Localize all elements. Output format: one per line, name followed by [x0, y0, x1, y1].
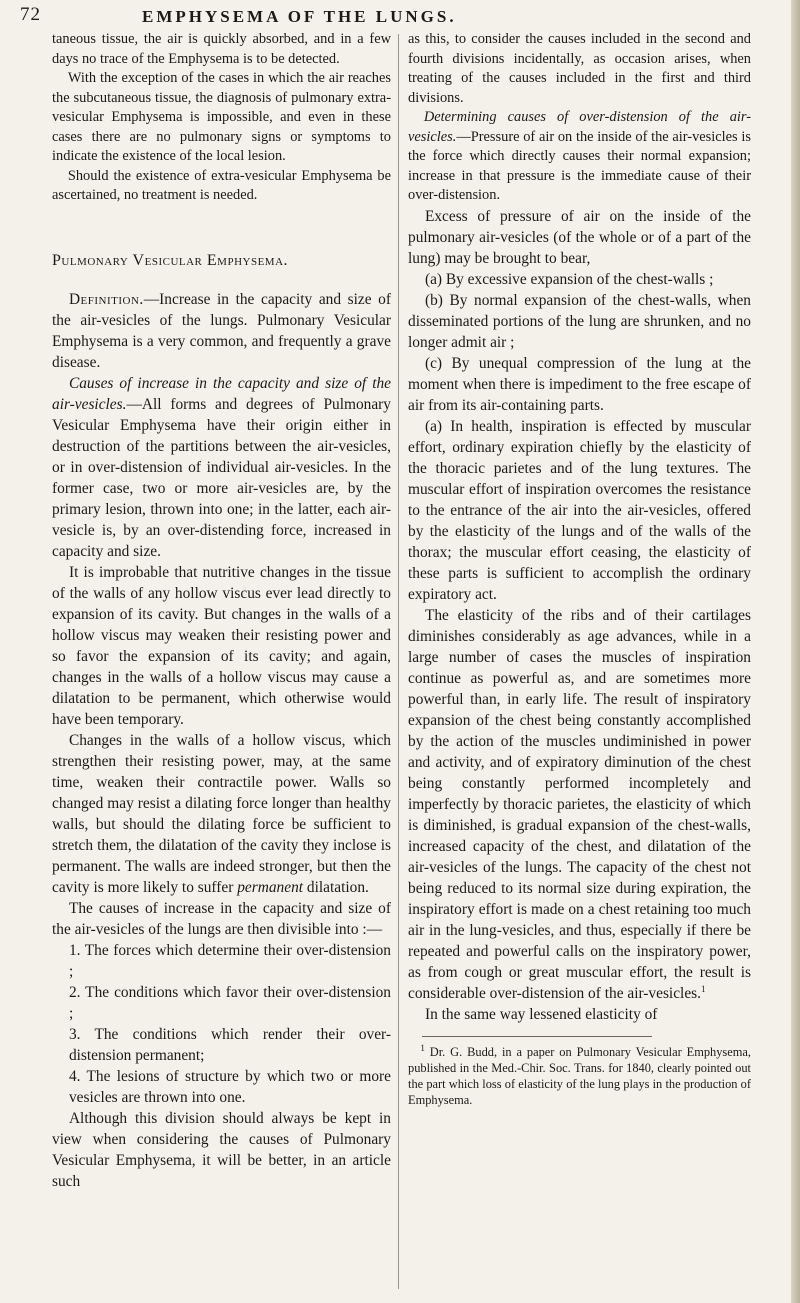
paragraph-text: dilatation.: [303, 878, 369, 896]
definition-paragraph: [52, 289, 391, 373]
list-item: (c) By unequal compression of the lung at the moment when there is impediment to the free escape of air from its air-containing parts.: [408, 354, 751, 414]
list-item: 2. The conditions which favor their over-distension ;: [68, 983, 391, 1022]
page-header: [20, 4, 780, 30]
page-edge: [791, 0, 800, 1303]
determining-causes-paragraph: [408, 108, 751, 206]
paragraph: [52, 730, 391, 898]
determining-causes-text: —Pressure of air on the inside of the air-vesicles is the force which directly causes their normal expansion; increase in that pressure is the immediate cause of their over-distension.: [408, 128, 751, 203]
paragraph: Excess of pressure of air on the inside of the pulmonary air-vesicles (of the whole or of a part of the lung) may be brought to bear,: [408, 207, 751, 267]
paragraph: It is improbable that nutritive changes in the tissue of the walls of any hollow viscus ever lead directly to expansion of its cavity. But changes in the walls of a hollow viscus may weaken their resisting power and so favor the expansion of its cavity; and again, changes in the walls of a hollow viscus may cause a dilatation to be permanent, which otherwise would have been temporary.: [52, 563, 391, 728]
page-number: 72: [20, 4, 41, 25]
footnote-rule: [422, 1036, 652, 1037]
paragraph: Should the existence of extra-vesicular Emphysema be ascertained, no treatment is needed.: [52, 167, 391, 203]
paragraph: as this, to consider the causes included in the second and fourth divisions incidentally, as occasion arises, when treating of the causes included in the first and third divisions.: [408, 31, 751, 106]
list-item: (b) By normal expansion of the chest-walls, when disseminated portions of the lung are shrunken, and no longer admit air ;: [408, 291, 751, 351]
list-item: 3. The conditions which render their over-distension permanent;: [68, 1025, 391, 1064]
definition-text: —Increase in the capacity and size of the air-vesicles of the lungs. Pulmonary Vesicular Emphysema is a very common, and frequently a grave disease.: [52, 290, 391, 371]
footnote-text: Dr. G. Budd, in a paper on Pulmonary Vesicular Emphysema, published in the Med.-Chir. Soc. Trans. for 1840, clearly pointed out the part which loss of elasticity of the lung plays in the production of Emphysema.: [408, 1044, 751, 1107]
determining-causes-label: Determining causes of over-distension of the air-vesicles.: [408, 109, 751, 145]
paragraph: taneous tissue, the air is quickly absorbed, and in a few days no trace of the Emphysema is to be detected.: [52, 31, 391, 67]
paragraph-text: Changes in the walls of a hollow viscus, which strengthen their resisting power, may, at the same time, weaken their contractile power. Walls so changed may resist a dilating force longer than healthy walls, but should the dilating force be sufficient to stretch them, the dilatation of the cavity they inclose is permanent. The walls are indeed stronger, but then the cavity is more likely to suffer: [52, 731, 391, 896]
paragraph: [408, 605, 751, 1004]
right-column: [408, 30, 751, 1108]
paragraph: In the same way lessened elasticity of: [424, 1005, 658, 1023]
footnote: [408, 1044, 751, 1108]
footnote-reference: 1: [701, 983, 706, 994]
causes-text: —All forms and degrees of Pulmonary Vesicular Emphysema have their origin either in destruction of the partitions between the air-vesicles, or in over-distension of individual air-vesicles. In the former case, two or more air-vesicles are, by the primary lesion, thrown into one; in the latter, each air-vesicle is, by an over-distending force, increased in capacity and size.: [52, 395, 391, 560]
paragraph: (a) In health, inspiration is effected by muscular effort, ordinary expiration chiefly by the elasticity of the thoracic parietes and of the lung textures. The muscular effort of inspiration overcomes the resistance to the entrance of the air into the air-vesicles, offered by the elasticity of the lungs and of the walls of the thorax; the muscular effort ceasing, the elasticity of these parts is sufficient to accomplish the ordinary expiratory act.: [408, 417, 751, 603]
emphasis-permanent: permanent: [237, 878, 304, 896]
running-title: EMPHYSEMA OF THE LUNGS.: [142, 7, 457, 26]
definition-label: Definition.: [68, 290, 144, 308]
list-item: 4. The lesions of structure by which two or more vesicles are thrown into one.: [68, 1067, 391, 1106]
section-heading: Pulmonary Vesicular Emphysema.: [52, 251, 289, 269]
causes-label: Causes of increase in the capacity and size of the air-vesicles.: [52, 374, 391, 413]
paragraph: The causes of increase in the capacity and size of the air-vesicles of the lungs are then divisible into :—: [52, 899, 391, 938]
footnote-marker: 1: [420, 1042, 425, 1053]
list-item: (a) By excessive expansion of the chest-walls ;: [424, 270, 714, 288]
left-column: [52, 30, 391, 1192]
paragraph: With the exception of the cases in which the air reaches the subcutaneous tissue, the diagnosis of pulmonary extra-vesicular Emphysema is impossible, and even in these cases there are no pulmonary signs or symptoms to indicate the existence of the local lesion.: [52, 70, 391, 164]
paragraph-text: The elasticity of the ribs and of their cartilages diminishes considerably as age advances, while in a large number of cases the muscles of inspiration continue as powerful as, and are sometimes more powerful than, in early life. The result of inspiratory expansion of the chest being constantly accomplished by the action of the muscles undiminished in power and activity, and of expiratory diminution of the chest being constantly performed incompletely and imperfectly by thoracic parietes, the elasticity of which is diminished, is gradual expansion of the chest-walls, increased capacity of the chest, and dilatation of the air-vesicles of the lungs. The capacity of the chest not being reduced to its normal size during expiration, the inspiratory effort is made on a chest retaining too much air in the lung-vesicles, and thus, especially if there be repeated and powerful calls on the inspiratory power, as from cough or great muscular effort, the result is considerable over-distension of the air-vesicles.: [408, 606, 751, 1002]
column-divider: [398, 34, 399, 1289]
causes-paragraph: [52, 373, 391, 562]
list-item: 1. The forces which determine their over-distension ;: [68, 941, 391, 980]
paragraph: Although this division should always be kept in view when considering the causes of Pulmonary Vesicular Emphysema, it will be better, in an article such: [52, 1109, 391, 1190]
